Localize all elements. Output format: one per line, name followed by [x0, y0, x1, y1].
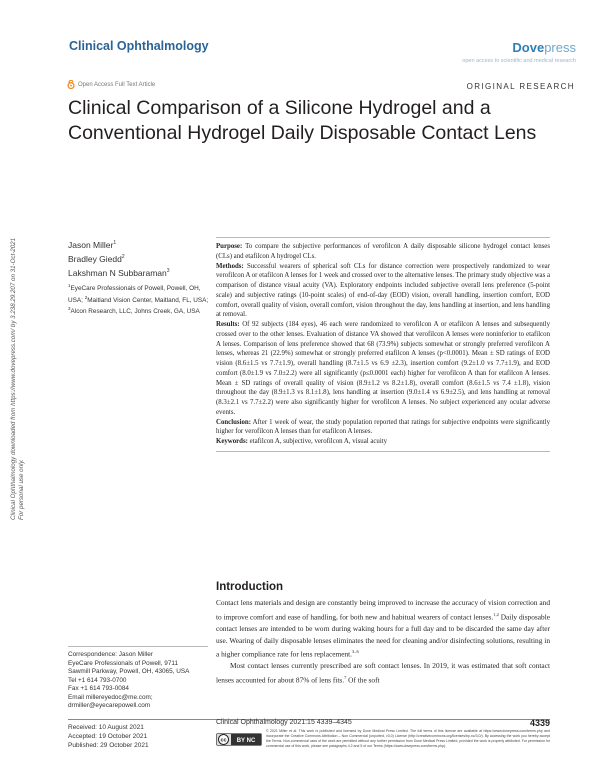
abstract-keywords: Keywords: etafilcon A, subjective, verofilcon A, visual acuity	[216, 438, 388, 445]
correspondence: Correspondence: Jason Miller EyeCare Professionals of Powell, 9711 Sawmill Parkway, Powell, OH, 43065, USA Tel +1 614 793-0700 Fax +1 614 793-0084 Email millereyedoc@me.com; drmiller@eyecarepowell.com	[68, 646, 208, 711]
published-date: Published: 29 October 2021	[68, 742, 149, 749]
license-block	[216, 729, 550, 749]
open-access-label: Open Access Full Text Article	[78, 81, 156, 88]
article-dates	[68, 723, 149, 750]
author-list	[68, 237, 170, 278]
license-text: © 2021 Miller et al. This work is published and licensed by Dove Medical Press Limited. The full terms of this license are available at https://www.dovepress.com/terms.php and incorporate the Creative Commons Attribution – Non Commercial (unported, v3.0) License (http://creativecommons.org/licenses/by-nc/3.0/). By accessing the work you hereby accept the Terms. Non-commercial uses of the work are permitted without any further permission from Dove Medical Press Limited, provided the work is properly attributed. For permission for commercial use of this work, please see paragraphs 4.2 and 5 of our Terms (https://www.dovepress.com/terms.php).	[266, 729, 550, 748]
abstract-results: Results: Of 92 subjects (184 eyes), 46 each were randomized to verofilcon A or etafilcon A lenses and subsequently crossed over to the other lenses. Evaluation of distance VA showed that verofilcon A lenses were noninferior to etafilcon A lenses. Comparison of lens preference showed that 68 (73.9%) subjects somewhat or strongly preferred verofilcon A lenses, whereas 21 (22.9%) somewhat or strongly preferred etafilcon A lenses (p<0.0001). Mean ± SD ratings of EOD vision (8.6±1.5 vs 7.7±1.9), overall handling (8.7±1.5 vs 6.9 ±2.3), insertion comfort (9.2±1.0 vs 7.7±1.9), and EOD comfort (8.0±1.9 vs 7.0±2.2) were all significantly (p≤0.0001 each) higher for verofilcon A than for etafilcon A lenses. Mean ± SD ratings of overall quality of vision (8.9±1.2 vs 8.2±1.8), overall comfort (8.6±1.5 vs 7.4 ±1.8), vision throughout the day (8.9±1.3 vs 8.1±1.8), lens handling at insertion (9.0±1.4 vs 6.9±2.5), and lens handling at removal (8.3±2.1 vs 7.7±2.2) were also significantly higher for verofilcon A lenses. No subject experienced any ocular adverse events.	[216, 321, 550, 416]
publisher-prefix: Dove	[512, 40, 545, 55]
svg-text:cc: cc	[220, 737, 227, 744]
journal-name: Clinical Ophthalmology	[69, 39, 209, 53]
article-type: ORIGINAL RESEARCH	[466, 82, 575, 91]
intro-paragraph: Most contact lenses currently prescribed are soft contact lenses. In 2019, it was estimated that soft contact lenses accounted for about 87% of lens fits.$^7$ Of the soft	[216, 661, 550, 685]
personal-use-note: For personal use only.	[18, 459, 25, 520]
article-title: Clinical Comparison of a Silicone Hydrogel and a Conventional Hydrogel Daily Disposable Contact Lens	[68, 97, 537, 144]
correspondence-label: Correspondence: Jason Miller	[68, 651, 153, 658]
open-access-icon	[67, 80, 75, 89]
intro-paragraph: Contact lens materials and design are constantly being improved to increase the accuracy of vision correction and to improve comfort and ease of handling, for both new and habitual wearers of contact lenses.$^{1,2}$ Daily disposable contact lenses are intended to be worn during waking hours for a full day and to be discarded the same day after use. Wearing of daily disposable lenses eliminates the need for cleaning and/or disinfecting solutions, resulting in a higher compliance rate for lens replacement.$^{3-6}$	[216, 598, 550, 659]
footer-citation: Clinical Ophthalmology 2021:15 4339–4345	[216, 719, 352, 726]
publisher-suffix: press	[544, 40, 576, 55]
cc-by-nc-icon	[216, 733, 262, 746]
abstract-methods: Methods: Successful wearers of spherical soft CLs for distance correction were prospectively randomized to wear verofilcon A or etafilcon A lenses for 1 week and crossed over to the alternative lenses. The primary study objective was a comparison of distance visual acuity (VA). Exploratory endpoints included subjective overall lens preference (5-point scale) and subjective ratings (10-point scales) of end-of-day (EOD) vision, overall handling, insertion comfort, EOD comfort, overall quality of vision, overall comfort, vision throughout the day, lens handling at insertion, and lens handling at removal.	[216, 262, 550, 319]
svg-text:BY NC: BY NC	[236, 737, 256, 744]
download-note: Clinical Ophthalmology downloaded from https://www.dovepress.com/ by 3.238.29.207 on 31-Oct-2021	[10, 237, 17, 520]
abstract-conclusion: Conclusion: After 1 week of wear, the study population reported that ratings for subjective endpoints were significantly higher for verofilcon A lenses than for etafilcon A lenses.	[216, 418, 550, 436]
cc-license-badge[interactable]	[216, 729, 262, 749]
affiliations: $^1$EyeCare Professionals of Powell, Powell, OH, USA; $^2$Maitland Vision Center, Maitland, FL, USA; $^3$Alcon Research, LLC, Johns Creek, GA, USA	[68, 283, 209, 316]
introduction-heading: Introduction	[216, 581, 284, 593]
correspondence-email[interactable]: Email millereyedoc@me.com;	[68, 693, 153, 701]
abstract	[216, 237, 550, 452]
author: Jason Miller$^1$	[68, 239, 117, 250]
author: Bradley Giedd$^2$	[68, 253, 125, 264]
correspondence-email[interactable]: drmiller@eyecarepowell.com	[68, 702, 151, 709]
download-sidebar	[10, 160, 50, 520]
accepted-date: Accepted: 19 October 2021	[68, 733, 148, 740]
open-access-badge	[67, 80, 155, 89]
introduction-body	[216, 597, 550, 686]
author: Lakshman N Subbaraman$^3$	[68, 267, 170, 278]
publisher-tagline: open access to scientific and medical research	[462, 58, 576, 64]
received-date: Received: 10 August 2021	[68, 724, 144, 731]
publisher-logo	[512, 40, 576, 55]
abstract-purpose: Purpose: To compare the subjective performances of verofilcon A daily disposable silicone hydrogel contact lenses (CLs) and etafilcon A hydrogel CLs.	[216, 243, 550, 260]
page-number: 4339	[529, 718, 550, 728]
